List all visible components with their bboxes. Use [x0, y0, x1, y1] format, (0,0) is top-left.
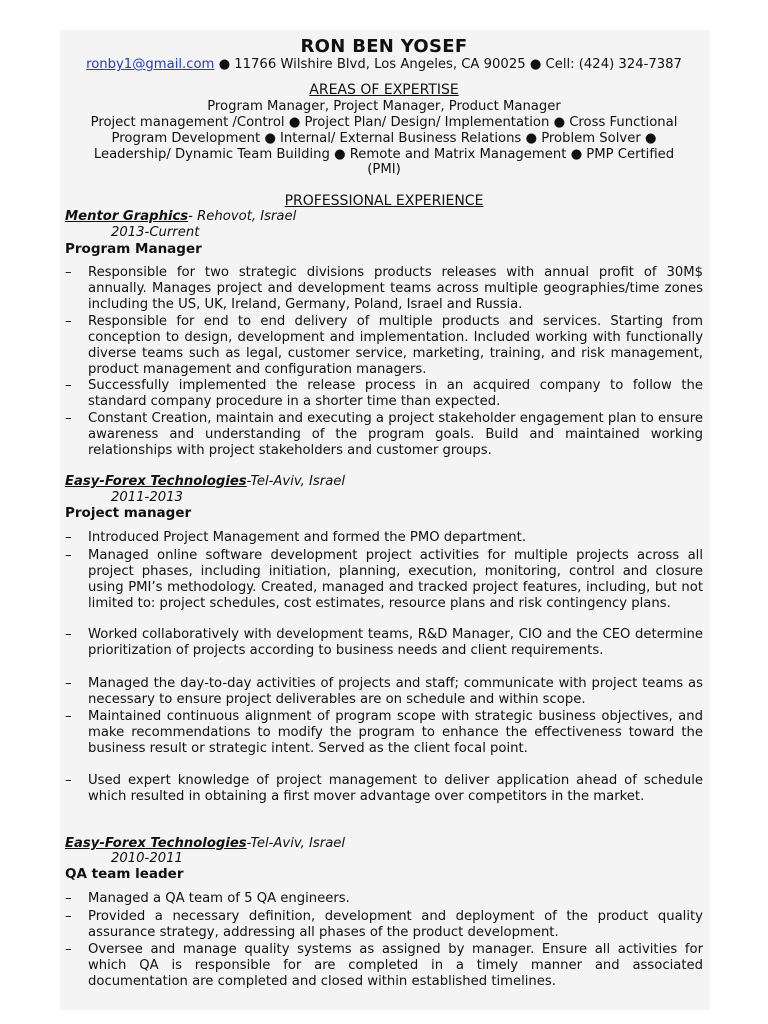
job-bullet: – Managed a QA team of 5 QA engineers.: [65, 891, 350, 906]
job-bullet: – Managed online software development project activities for multiple projects across all project phases, including initiation, planning, execution, monitoring, control and closure using PMI’s methodology. Created, managed and tracked project features, including, but not limited to: project schedules, cost estimates, resource plans and risk contingency plans.: [65, 548, 703, 611]
expertise-line: (PMI): [367, 162, 401, 177]
job-bullet: – Managed the day-to-day activities of projects and staff; communicate with project teams as necessary to ensure project deliverables are on schedule and within scope.: [65, 676, 703, 707]
job-bullet: – Constant Creation, maintain and executing a project stakeholder engagement plan to ensure awareness and understanding of the program goals. Build and maintained working relationships with project stakeholders and customer groups.: [65, 411, 703, 458]
email-link[interactable]: ronby1@gmail.com: [86, 57, 215, 72]
job-bullet: – Responsible for end to end delivery of multiple products and services. Starting from conception to design, development and implementation. Included working with functionally diverse teams such as legal, customer service, marketing, training, and risk management, product management and configuration managers.: [65, 314, 703, 377]
job-role: Program Manager: [65, 241, 202, 257]
job-bullet: – Used expert knowledge of project management to deliver application ahead of schedule which resulted in obtaining a first mover advantage over competitors in the market.: [65, 773, 703, 804]
job-dates: 2013-Current: [111, 225, 200, 240]
expertise-line: Leadership/ Dynamic Team Building ● Remote and Matrix Management ● PMP Certified: [93, 147, 675, 162]
contact-line: [0, 57, 768, 72]
job-bullet: – Responsible for two strategic divisions products releases with annual profit of 30M$ annually. Manages project and development teams across multiple geographies/time zones including the US, UK, Ireland, Germany, Poland, Israel and Russia.: [65, 265, 703, 312]
job-bullet: – Oversee and manage quality systems as assigned by manager. Ensure all activities for which QA is responsible for are completed in a timely manner and associated documentation are completed and closed within established timelines.: [65, 942, 703, 989]
expertise-line: Program Manager, Project Manager, Product Manager: [207, 99, 561, 114]
job-dates: 2011-2013: [111, 490, 183, 505]
job-bullet: – Introduced Project Management and formed the PMO department.: [65, 530, 527, 545]
job-role: Project manager: [65, 505, 192, 521]
job-role: QA team leader: [65, 866, 184, 882]
expertise-heading: AREAS OF EXPERTISE: [309, 82, 459, 98]
job-bullet: – Successfully implemented the release process in an acquired company to follow the standard company procedure in a shorter time than expected.: [65, 378, 703, 409]
candidate-name: RON BEN YOSEF: [300, 36, 468, 57]
job-company: Easy-Forex Technologies-Tel-Aviv, Israel: [65, 836, 346, 851]
job-bullet: – Worked collaboratively with development teams, R&D Manager, CIO and the CEO determine prioritization of projects according to business needs and client requirements.: [65, 627, 703, 658]
expertise-line: Program Development ● Internal/ External Business Relations ● Problem Solver ●: [111, 131, 657, 146]
contact-details: ● 11766 Wilshire Blvd, Los Angeles, CA 90025 ● Cell: (424) 324-7387: [214, 57, 682, 72]
expertise-line: Project management /Control ● Project Plan/ Design/ Implementation ● Cross Functional: [90, 115, 678, 130]
job-company: Easy-Forex Technologies-Tel-Aviv, Israel: [65, 474, 346, 489]
job-bullet: – Maintained continuous alignment of program scope with strategic business objectives, and make recommendations to modify the program to enhance the effectiveness toward the business result or strategic intent. Served as the client focal point.: [65, 709, 703, 756]
experience-heading: PROFESSIONAL EXPERIENCE: [284, 193, 484, 209]
job-company: Mentor Graphics- Rehovot, Israel: [65, 209, 297, 224]
job-bullet: – Provided a necessary definition, development and deployment of the product quality assurance strategy, addressing all phases of the product development.: [65, 909, 703, 940]
job-dates: 2010-2011: [111, 851, 183, 866]
